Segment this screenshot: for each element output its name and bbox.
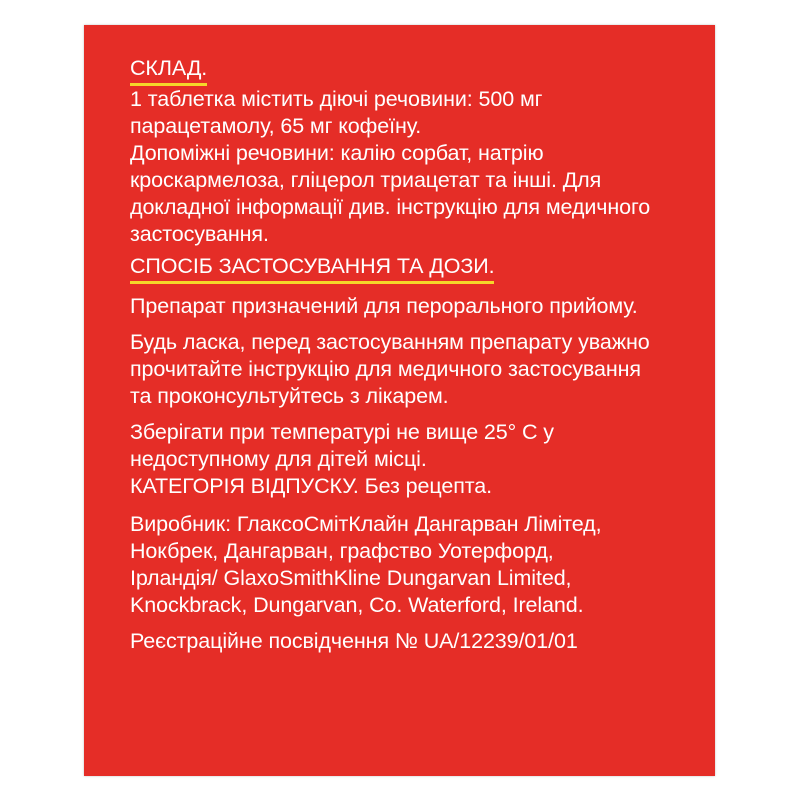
composition-heading-wrap	[130, 55, 700, 86]
manufacturer-text: Виробник: ГлаксоСмітКлайн Дангарван Лімітед, Нокбрек, Дангарван, графство Уотерфорд, Ірландія/ GlaxoSmithKline Dungarvan Limited, Knockbrack, Dungarvan, Co. Waterford, Ireland.	[130, 512, 602, 617]
dispensing-category-text: КАТЕГОРІЯ ВІДПУСКУ. Без рецепта.	[130, 474, 493, 498]
excipients-text: Допоміжні речовини: калію сорбат, натрію кроскармелоза, гліцерол триацетат та інші. Для докладної інформації див. інструкцію для медичного застосування.	[130, 141, 651, 246]
read-instructions-text: Будь ласка, перед застосуванням препарату уважно прочитайте інструкцію для медичного застосування та проконсультуйтесь з лікарем.	[130, 330, 650, 408]
composition-heading: СКЛАД.	[130, 55, 207, 86]
oral-use-text: Препарат призначений для перорального прийому.	[130, 294, 638, 318]
registration-text: Реєстраційне посвідчення № UA/12239/01/01	[130, 629, 578, 653]
dosage-heading: СПОСІБ ЗАСТОСУВАННЯ ТА ДОЗИ.	[130, 253, 494, 284]
active-ingredients-text: 1 таблетка містить діючі речовини: 500 мг парацетамолу, 65 мг кофеїну.	[130, 87, 543, 138]
package-text	[130, 55, 700, 655]
dosage-heading-wrap	[130, 253, 700, 284]
storage-text: Зберігати при температурі не вище 25° С у недоступному для дітей місці.	[130, 420, 554, 471]
package-panel	[84, 25, 715, 776]
